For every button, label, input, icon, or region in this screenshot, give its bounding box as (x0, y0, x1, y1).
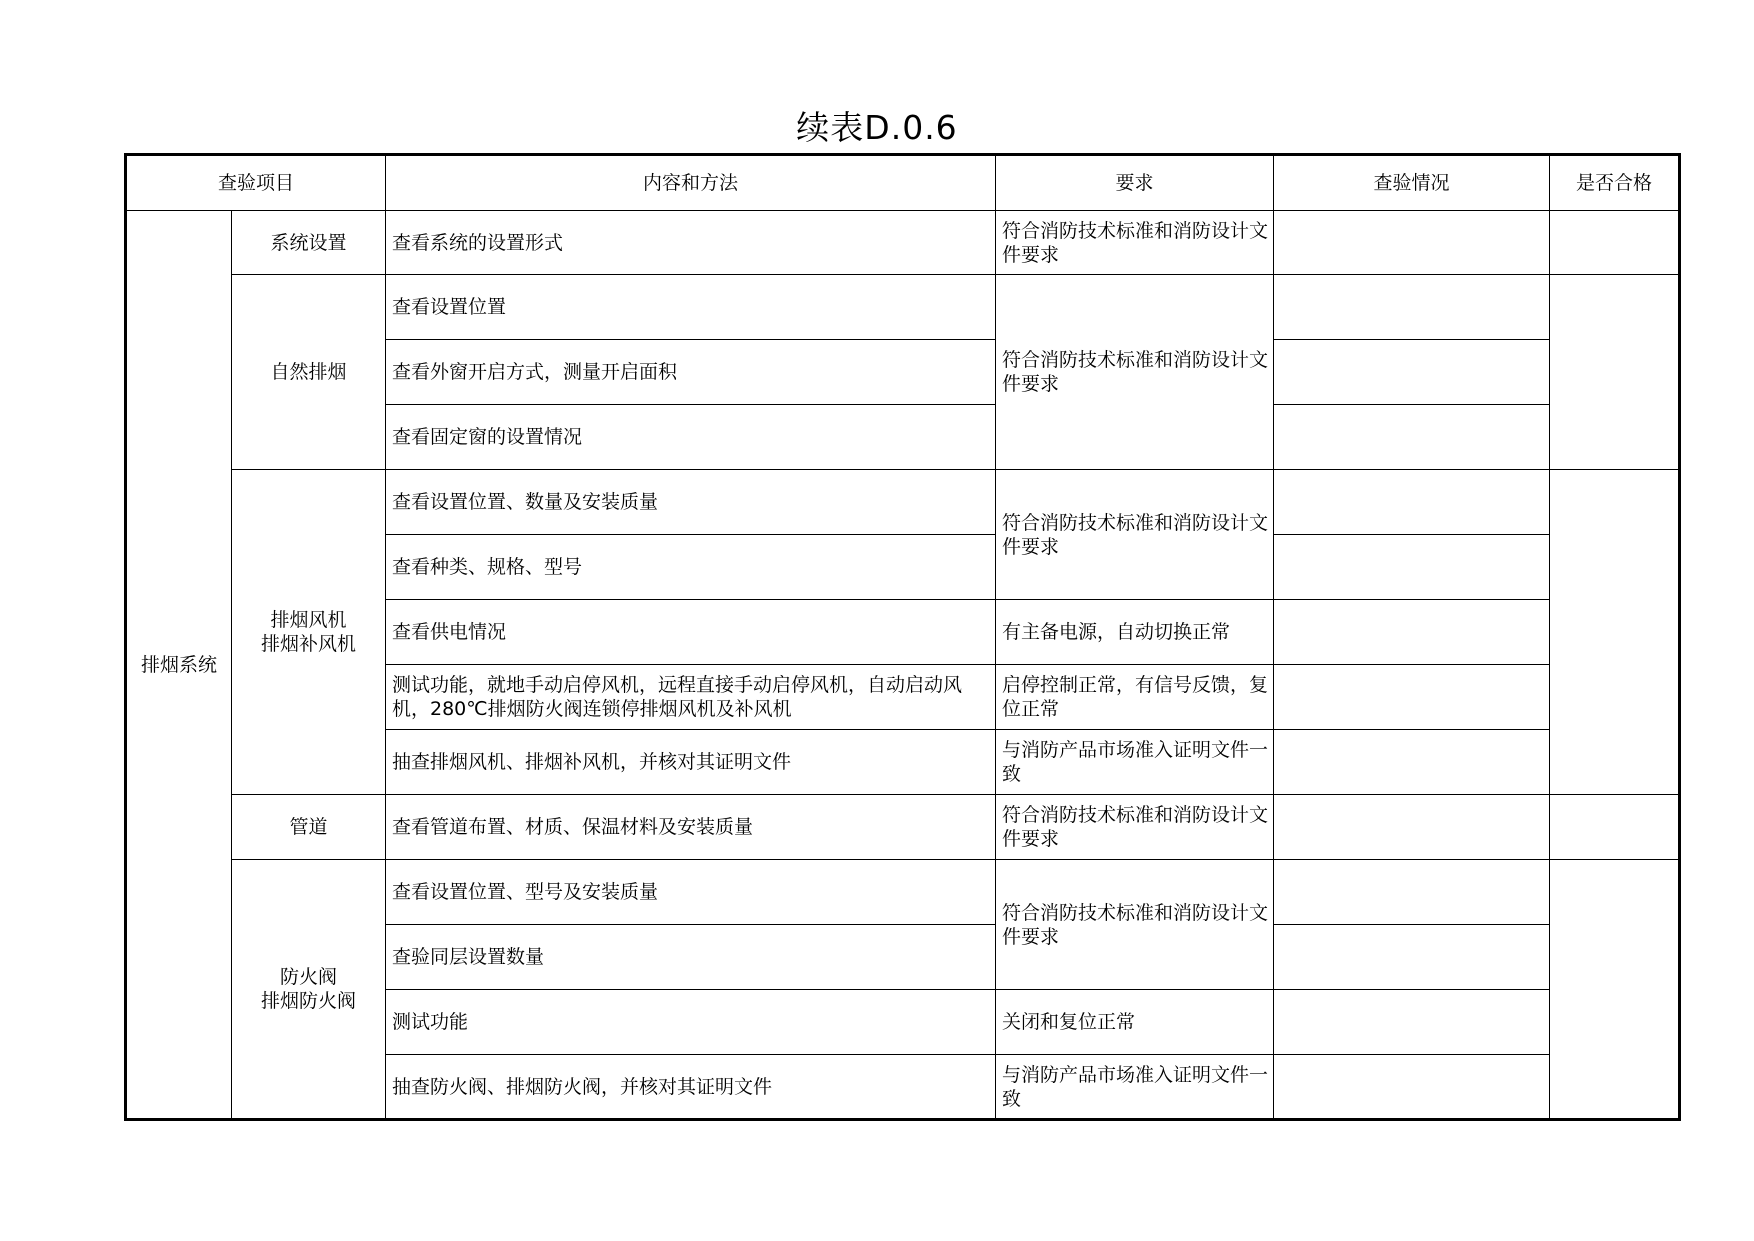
content-cell: 查看供电情况 (386, 600, 996, 665)
content-cell: 查看管道布置、材质、保温材料及安装质量 (386, 795, 996, 860)
inspection-table (124, 153, 1681, 1121)
content-cell: 查看系统的设置形式 (386, 211, 996, 275)
content-cell: 抽查排烟风机、排烟补风机，并核对其证明文件 (386, 730, 996, 795)
situation-cell[interactable] (1274, 600, 1550, 665)
requirement-cell: 有主备电源，自动切换正常 (996, 600, 1274, 665)
group-fans-line2: 排烟补风机 (260, 633, 356, 655)
inspection-table-wrapper (124, 153, 1681, 1121)
header-situation: 查验情况 (1274, 155, 1550, 211)
header-requirement: 要求 (996, 155, 1274, 211)
situation-cell[interactable] (1274, 211, 1550, 275)
situation-cell[interactable] (1274, 340, 1550, 405)
qualified-cell[interactable] (1550, 275, 1680, 470)
qualified-cell[interactable] (1550, 211, 1680, 275)
situation-cell[interactable] (1274, 665, 1550, 730)
table-row (126, 275, 1680, 340)
situation-cell[interactable] (1274, 730, 1550, 795)
qualified-cell[interactable] (1550, 470, 1680, 795)
table-row (126, 860, 1680, 925)
content-cell: 查看种类、规格、型号 (386, 535, 996, 600)
situation-cell[interactable] (1274, 405, 1550, 470)
requirement-cell: 与消防产品市场准入证明文件一致 (996, 730, 1274, 795)
content-cell: 查看固定窗的设置情况 (386, 405, 996, 470)
group-natural-exhaust: 自然排烟 (232, 275, 386, 470)
requirement-cell: 符合消防技术标准和消防设计文件要求 (996, 470, 1274, 600)
table-row (126, 795, 1680, 860)
situation-cell[interactable] (1274, 990, 1550, 1055)
situation-cell[interactable] (1274, 795, 1550, 860)
situation-cell[interactable] (1274, 925, 1550, 990)
qualified-cell[interactable] (1550, 795, 1680, 860)
group-valves-line2: 排烟防火阀 (260, 990, 356, 1012)
content-cell: 查看外窗开启方式，测量开启面积 (386, 340, 996, 405)
content-cell: 查看设置位置、型号及安装质量 (386, 860, 996, 925)
header-row (126, 155, 1680, 211)
group-valves (232, 860, 386, 1120)
requirement-cell: 符合消防技术标准和消防设计文件要求 (996, 860, 1274, 990)
requirement-cell: 符合消防技术标准和消防设计文件要求 (996, 275, 1274, 470)
table-row (126, 211, 1680, 275)
table-row (126, 470, 1680, 535)
qualified-cell[interactable] (1550, 860, 1680, 1120)
content-cell: 抽查防火阀、排烟防火阀，并核对其证明文件 (386, 1055, 996, 1120)
content-cell: 查看设置位置 (386, 275, 996, 340)
situation-cell[interactable] (1274, 535, 1550, 600)
situation-cell[interactable] (1274, 860, 1550, 925)
requirement-cell: 符合消防技术标准和消防设计文件要求 (996, 211, 1274, 275)
group-system-setting: 系统设置 (232, 211, 386, 275)
header-content: 内容和方法 (386, 155, 996, 211)
situation-cell[interactable] (1274, 275, 1550, 340)
group-valves-line1: 防火阀 (279, 966, 337, 988)
group-fans-line1: 排烟风机 (270, 609, 347, 631)
requirement-cell: 与消防产品市场准入证明文件一致 (996, 1055, 1274, 1120)
header-qualified: 是否合格 (1550, 155, 1680, 211)
requirement-cell: 符合消防技术标准和消防设计文件要求 (996, 795, 1274, 860)
requirement-cell: 启停控制正常，有信号反馈，复位正常 (996, 665, 1274, 730)
content-cell: 测试功能 (386, 990, 996, 1055)
group-fans (232, 470, 386, 795)
content-cell: 查验同层设置数量 (386, 925, 996, 990)
group-duct: 管道 (232, 795, 386, 860)
system-name-cell: 排烟系统 (126, 211, 232, 1120)
header-item: 查验项目 (126, 155, 386, 211)
content-cell: 查看设置位置、数量及安装质量 (386, 470, 996, 535)
content-cell: 测试功能，就地手动启停风机，远程直接手动启停风机，自动启动风机，280℃排烟防火阀连锁停排烟风机及补风机 (386, 665, 996, 730)
document-title: 续表D.0.6 (796, 108, 958, 147)
requirement-cell: 关闭和复位正常 (996, 990, 1274, 1055)
situation-cell[interactable] (1274, 470, 1550, 535)
situation-cell[interactable] (1274, 1055, 1550, 1120)
